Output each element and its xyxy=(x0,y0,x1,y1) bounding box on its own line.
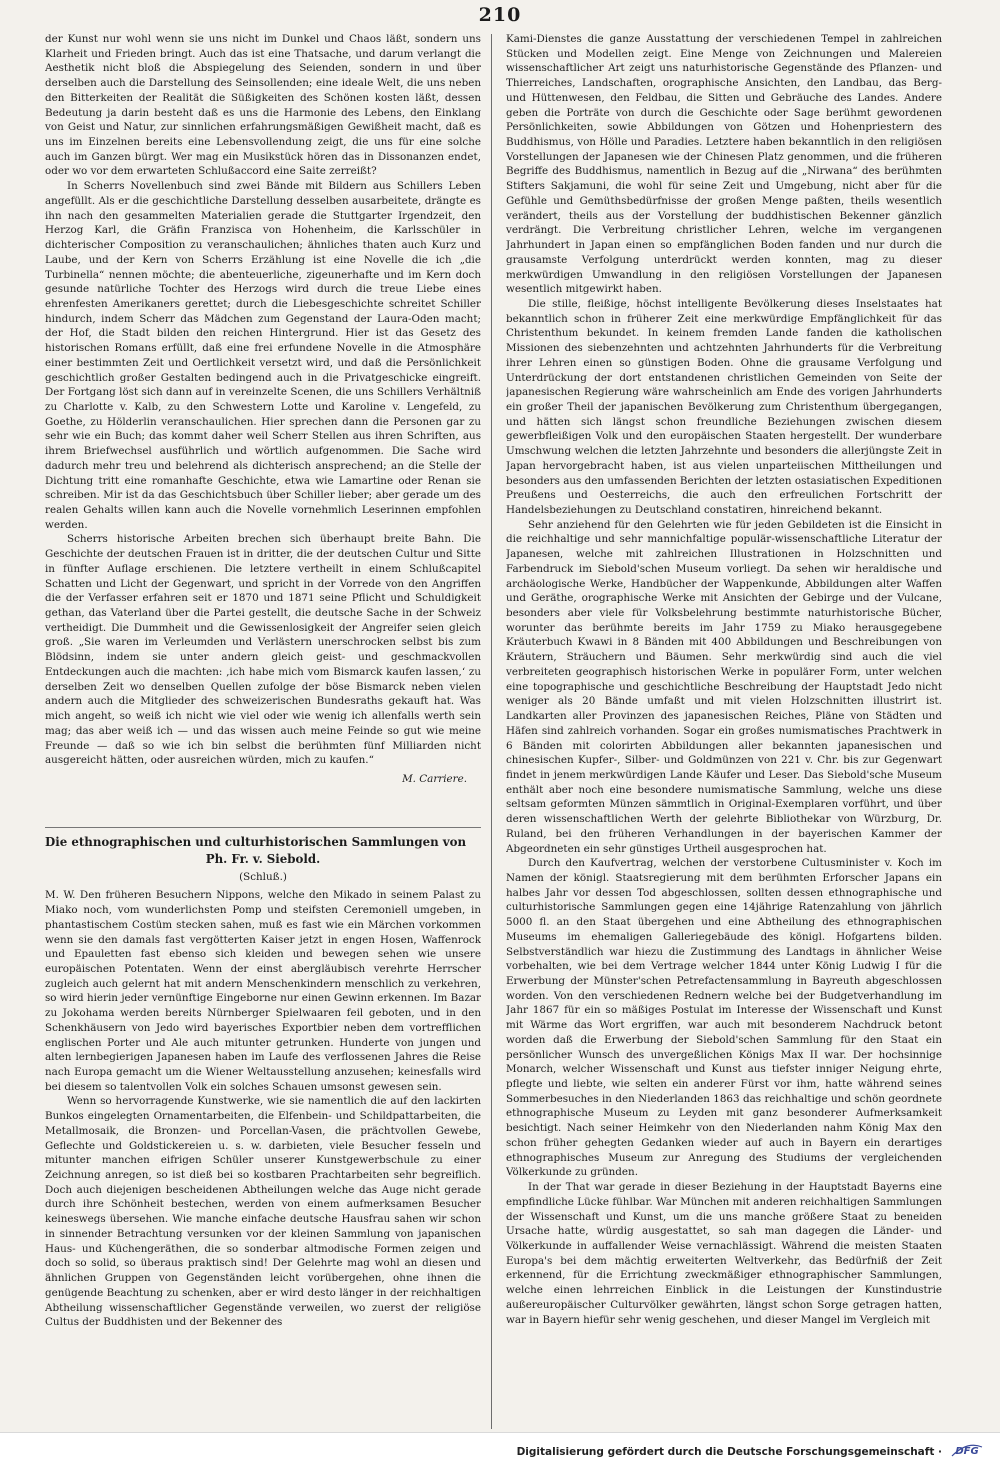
paragraph: In der That war gerade in dieser Beziehung in der Hauptstadt Bayerns eine empfindliche Lücke fühlbar. War München mit anderen reichhaltigen Sammlungen der Wissenschaft und Kunst, um die uns manche größere Staat zu beneiden Ursache hatte, würdig ausgestattet, so sah man dagegen die Länder- und Völkerkunde in auffallender Weise vernachlässigt. Während die meisten Staaten Europa's bei dem mächtig erweiterten Weltverkehr, das Bedürfniß der Zeit erkennend, für die Errichtung zweckmäßiger ethnographischer Sammlungen, welche einen lehrreichen Einblick in die Leistungen der Kunstindustrie außereuropäischer Culturvölker gewährten, längst schon Sorge getragen hatten, war in Bayern hiefür sehr wenig geschehen, und dieser Mangel im Vergleich mit xyxy=(506,1181,942,1326)
paragraph: In Scherrs Novellenbuch sind zwei Bände mit Bildern aus Schillers Leben angefüllt. Als er die geschichtliche Darstellung desselben ausarbeitete, drängte es ihn nach den gesammelten Materialien gerade die Stuttgarter Irgendzeit, den Herzog Karl, die Gräfin Franzisca von Hohenheim, die Karlsschüler in dichterischer Composition zu veranschaulichen; ähnliches thaten auch Kurz und Laube, und der Kern von Scherrs Erzählung ist eine Novelle die ich „die Turbinella“ nennen möchte; die abenteuerliche, zigeunerhafte und im Kern doch gesunde natürliche Tochter des Herzogs wird durch die treue Liebe eines ehrenfesten Amerikaners gerettet; durch die Liebesgeschichte schreitet Schiller hindurch, indem Scherr das Mädchen zum Gegenstand der Laura-Oden macht; der Hof, die Stadt bilden den reichen Hintergrund. Hier ist das Gesetz des historischen Romans erfüllt, daß eine frei erfundene Novelle in die Atmosphäre einer bestimmten Zeit und Oertlichkeit versetzt wird, und daß die Persönlichkeit geschichtlich großer Gestalten bedingend auch in die Privatgeschicke eingreift. Der Fortgang löst sich dann auf in vereinzelte Scenen, die uns Schillers Verhältniß zu Charlotte v. Kalb, zu den Schwestern Lotte und Karoline v. Lengefeld, zu Goethe, zu Hölderlin veranschaulichen. Hier sprechen dann die Personen gar zu sehr wie ein Buch; das kommt daher weil Scherr Stellen aus ihren Schriften, aus ihrem Briefwechsel ausführlich und wörtlich aufgenommen. Die Sache wird dadurch mehr treu und belehrend als dichterisch ansprechend; an die Stelle der Dichtung tritt eine romanhafte Geschichte, etwa wie Lamartine oder Renan sie schreiben. Mir ist da das Geschichtsbuch über Schiller lieber; aber gerade um des realen Gehalts willen kann auch die Novelle vornehmlich Leserinnen empfohlen werden. xyxy=(45,180,481,531)
page-number: 210 xyxy=(478,4,522,26)
article-heading-author: Ph. Fr. v. Siebold. xyxy=(205,851,321,866)
dfg-logo-icon xyxy=(950,1444,984,1458)
article-subhead: (Schluß.) xyxy=(239,870,287,883)
article-heading: Die ethnographischen und culturhistorischen Sammlungen von xyxy=(45,827,481,851)
dfg-logo-text: DFG xyxy=(955,1445,979,1457)
paragraph: Durch den Kaufvertrag, welchen der verstorbene Cultusminister v. Koch im Namen der königl. Staatsregierung mit dem berühmten Erforscher Japans ein halbes Jahr vor dessen Tod abgeschlossen, sollten dessen ethnographische und culturhistorische Sammlungen gegen eine 14jährige Ratenzahlung von jährlich 5000 fl. an den Staat übergehen und eine Abtheilung des ethnographischen Museums im ehemaligen Galleriegebäude des königl. Hofgartens bilden. Selbstverständlich war hiezu die Zustimmung des Landtags in ähnlicher Weise vorbehalten, wie bei dem Vertrage welcher 1844 unter König Ludwig I für die Erwerbung der Münster'schen Petrefactensammlung in Bayreuth abgeschlossen worden. Von den verschiedenen Rednern welche bei der Budgetverhandlung im Jahr 1867 für ein so mäßiges Postulat im Interesse der Wissenschaft und Kunst mit Wärme das Wort ergriffen, war auch mit besonderem Nachdruck betont worden daß die Erwerbung der Siebold'schen Sammlung für den Staat ein persönlicher Wunsch des unvergeßlichen Königs Max II war. Der hochsinnige Monarch, welcher Wissenschaft und Kunst aus tiefster inniger Neigung ehrte, pflegte und liebte, wie selten ein anderer Fürst vor ihm, hatte während seines Sommerbesuches in den Niederlanden 1863 das reichhaltige und schön geordnete ethnographische Museum zu Leyden mit ganz besonderer Aufmerksamkeit besichtigt. Nach seiner Heimkehr von den Niederlanden nahm König Max den schon früher gehegten Gedanken wieder auf auch in Bayern ein derartiges ethnographisches Museum zur Anregung des Studiums der vergleichenden Völkerkunde zu gründen. xyxy=(506,857,942,1179)
paragraph: M. W. Den früheren Besuchern Nippons, welche den Mikado in seinem Palast zu Miako noch, vom wunderlichsten Pomp und steifsten Ceremoniell umgeben, in phantastischem Costüm stecken sahen, muß es fast wie ein Märchen vorkommen wenn sie den damals fast vergötterten Kaiser jetzt in engen Hosen, Waffenrock und Epauletten fast ebenso sich kleiden und bewegen sehen wie unsere europäischen Potentaten. Wenn der einst abergläubisch verehrte Herrscher zugleich auch gelernt hat mit andern Menschenkindern menschlich zu verkehren, so wird hierin jeder vernünftige Eingeborne nur einen Gewinn erkennen. Im Bazar zu Jokohama werden bereits Nürnberger Spielwaaren feil geboten, und in den Schenkhäusern von Jedo wird bayerisches Exportbier neben dem vortrefflichen englischen Porter und Ale auch mitunter getrunken. Hunderte von jungen und alten lernbegierigen Japanesen haben im Laufe des verflossenen Jahres die Reise nach Europa gemacht um die Wiener Weltausstellung anzusehen; keinesfalls wird bei diesem so talentvollen Volk ein solches Schauen umsonst gewesen sein. xyxy=(45,889,481,1093)
paragraph: Wenn so hervorragende Kunstwerke, wie sie namentlich die auf den lackirten Bunkos eingelegten Ornamentarbeiten, die Elfenbein- und Schildpattarbeiten, die Metallmosaik, die Bronzen- und Porcellan-Vasen, die prächtvollen Gewebe, Geflechte und Goldstickereien u. s. w. darbieten, viele Besucher fesseln und mitunter manchen eifrigen Schüler unserer Kunstgewerbschule zu einer Zeichnung anregen, so ist dieß bei so kostbaren Prachtarbeiten sehr begreiflich. Doch auch diejenigen bescheidenen Abtheilungen welche das Auge nicht gerade durch ihre Schönheit bestechen, werden von einem aufmerksamen Besucher keineswegs übersehen. Wie manche einfache deutsche Hausfrau sahen wir schon in sinnender Betrachtung versunken vor der kleinen Sammlung von japanischen Haus- und Küchengeräthen, die so sonderbar altmodische Formen zeigen und doch so solid, so überaus praktisch sind! Der Gelehrte mag wohl an diesen und ähnlichen Gruppen von Gegenständen leicht vorübergehen, ohne ihnen die genügende Beachtung zu schenken, aber er wird desto länger in der reichhaltigen Abtheilung wissenschaftlicher Gegenstände verweilen, wo zuerst der religiöse Cultus der Buddhisten und der Bekenner des xyxy=(45,1095,481,1329)
dfg-logo-swoosh-icon xyxy=(950,1444,984,1458)
paragraph: Sehr anziehend für den Gelehrten wie für jeden Gebildeten ist die Einsicht in die reichhaltige und sehr mannichfaltige populär-wissenschaftliche Literatur der Japanesen, welche mit zahlreichen Illustrationen in Holzschnitten und Farbendruck im Siebold'schen Museum vorliegt. Da sehen wir heraldische und archäologische Werke, Handbücher der Wappenkunde, Abbildungen alter Waffen und Geräthe, orographische Werke mit Ansichten der Gebirge und der Vulcane, besonders aber viele für Volksbelehrung bestimmte naturhistorische Bücher, worunter das berühmte bereits im Jahr 1759 zu Miako herausgegebene Kräuterbuch Kwawi in 8 Bänden mit 400 Abbildungen und Beschreibungen von Kräutern, Sträuchern und Bäumen. Sehr merkwürdig sind auch die viel verbreiteten geographisch historischen Werke in populärer Form, unter welchen eine topographische und geschichtliche Beschreibung der Hauptstadt Jedo nicht weniger als 20 Bände umfaßt und mit vielen Holzschnitten illustrirt ist. Landkarten aller Provinzen des japanesischen Reiches, Pläne von Städten und Häfen sind zahlreich vorhanden. Sogar ein großes numismatisches Prachtwerk in 6 Bänden mit colorirten Abbildungen aller bekannten japanesischen und chinesischen Kupfer-, Silber- und Goldmünzen von 221 v. Chr. bis zur Gegenwart findet in jenem merkwürdigen Lande Käufer und Leser. Das Siebold'sche Museum enthält aber noch eine besondere numismatische Sammlung, welche uns diese seltsam geformten Münzen sämmtlich in Original-Exemplaren vorführt, und über deren wissenschaftlichen Werth der gelehrte Bibliothekar von Würzburg, Dr. Ruland, bei den früheren Verhandlungen in der bayerischen Kammer der Abgeordneten ein sehr günstiges Urtheil ausgesprochen hat. xyxy=(506,518,942,855)
paragraph: Kami-Dienstes die ganze Ausstattung der verschiedenen Tempel in zahlreichen Stücken und Modellen zeigt. Eine Menge von Zeichnungen und Malereien wissenschaftlicher Art zeigt uns naturhistorische Gegenstände des Pflanzen- und Thierreiches, Landschaften, orographische Ansichten, den Landbau, das Berg- und Hüttenwesen, den Feldbau, die Sitten und Gebräuche des Landes. Andere geben die Porträte von durch die Geschichte oder Sage berühmt gewordenen Persönlichkeiten, sowie Abbildungen von Götzen und Hohenpriestern des Buddhismus, von Hölle und Paradies. Letztere haben bekanntlich in den religiösen Vorstellungen der Japanesen wie der Chinesen Platz genommen, und die früheren Begriffe des Buddhismus, namentlich in Bezug auf die „Nirwana“ des berühmten Stifters Sakjamuni, die wohl für seine Zeit und Umgebung, nicht aber für die Gefühle und Gemüthsbedürfnisse der großen Menge paßten, theils wesentlich verändert, theils aus der Vorstellung der buddhistischen Bekenner gänzlich verdrängt. Die Verbreitung christlicher Lehren, welche im vergangenen Jahrhundert in Japan einen so empfänglichen Boden fanden und nur durch die grausamste Verfolgung unterdrückt werden konnten, mag zu dieser merkwürdigen Umwandlung in den religiösen Vorstellungen der Japanesen wesentlich mitgewirkt haben. xyxy=(506,33,942,296)
author-signature: M. Carriere. xyxy=(402,772,467,785)
paragraph: Die stille, fleißige, höchst intelligente Bevölkerung dieses Inselstaates hat bekanntlich schon in früherer Zeit eine merkwürdige Empfänglichkeit für das Christenthum bekundet. In keinem fremden Lande fanden die katholischen Missionen des siebenzehnten und achtzehnten Jahrhunderts für die Verbreitung ihrer Lehren einen so günstigen Boden. Ohne die grausame Verfolgung und Unterdrückung der dort entstandenen christlichen Gemeinden von Seite der japanesischen Regierung wäre wahrscheinlich am Ende des vorigen Jahrhunderts ein großer Theil der japanischen Bevölkerung zum Christenthum übergegangen, und hätten sich längst schon freundliche Beziehungen zwischen diesem gewerbfleißigen Volk und den europäischen Staaten hergestellt. Der wunderbare Umschwung welchen die letzten Jahrzehnte und besonders die allerjüngste Zeit in Japan hervorgebracht haben, ist aus vielen unparteiischen Mittheilungen und besonders aus den umfassenden Berichten der letzten ostasiatischen Expeditionen Preußens und Oesterreichs, die auch den erfreulichen Fortschritt der Handelsbeziehungen zu Deutschland constatiren, hinreichend bekannt. xyxy=(506,297,942,516)
paragraph: der Kunst nur wohl wenn sie uns nicht im Dunkel und Chaos läßt, sondern uns Klarheit und Frieden bringt. Auch das ist eine Thatsache, und darum verlangt die Aesthetik nicht bloß die Abspiegelung des Seienden, sondern in und über derselben auch die Darstellung des Seinsollenden; eine ideale Welt, die uns neben den Bitterkeiten der Realität die Süßigkeiten des Schönen kosten läßt, dessen Bedeutung ja darin besteht daß es uns die Harmonie des Lebens, den Einklang von Geist und Natur, zur sinnlichen erfahrungsmäßigen Gewißheit macht, daß es uns im Einzelnen bereits eine Lebensvollendung zeigt, die uns für eine solche auch im Ganzen bürgt. Wer mag ein Musikstück hören das in Dissonanzen endet, oder wo vor dem erwarteten Schlußaccord eine Saite zerreißt? xyxy=(45,33,481,178)
paragraph: Scherrs historische Arbeiten brechen sich überhaupt breite Bahn. Die Geschichte der deutschen Frauen ist in dritter, die der deutschen Cultur und Sitte in fünfter Auflage erschienen. Die letztere vertheilt in einem Schlußcapitel Schatten und Licht der Gegenwart, und spricht in der Vorrede von den Angriffen die der Verfasser erfahren seit er 1870 und 1871 seine Pflicht und Schuldigkeit gethan, das Vaterland über die Partei gestellt, die deutsche Sache in der Schweiz vertheidigt. Die Dummheit und die Gewissenlosigkeit der Angreifer seien gleich groß. „Sie waren im Verleumden und Verlästern unerschrocken selbst bis zum Blödsinn, indem sie unter andern gleich geist- und geschmackvollen Entdeckungen auch die machten: ‚ich habe mich vom Bismarck kaufen lassen,‘ zu derselben Zeit wo denselben Quellen zufolge der böse Bismarck neben vielen andern auch die Mitglieder des schweizerischen Bundesraths gekauft hat. Was mich angeht, so weiß ich nicht wie viel oder wie wenig ich allenfalls werth sein mag; das aber weiß ich — und das wissen auch meine Feinde so gut wie meine Freunde — daß so wie ich bin selbst die berühmten fünf Milliarden nicht ausgereicht hätten, oder ausreichen würden, mich zu kaufen.“ xyxy=(45,533,481,767)
right-column xyxy=(506,32,942,1427)
column-divider xyxy=(491,34,492,1429)
left-column xyxy=(45,32,481,1427)
footer-credit: Digitalisierung gefördert durch die Deutsche Forschungsgemeinschaft · xyxy=(516,1446,942,1458)
digitization-footer xyxy=(0,1432,1000,1469)
